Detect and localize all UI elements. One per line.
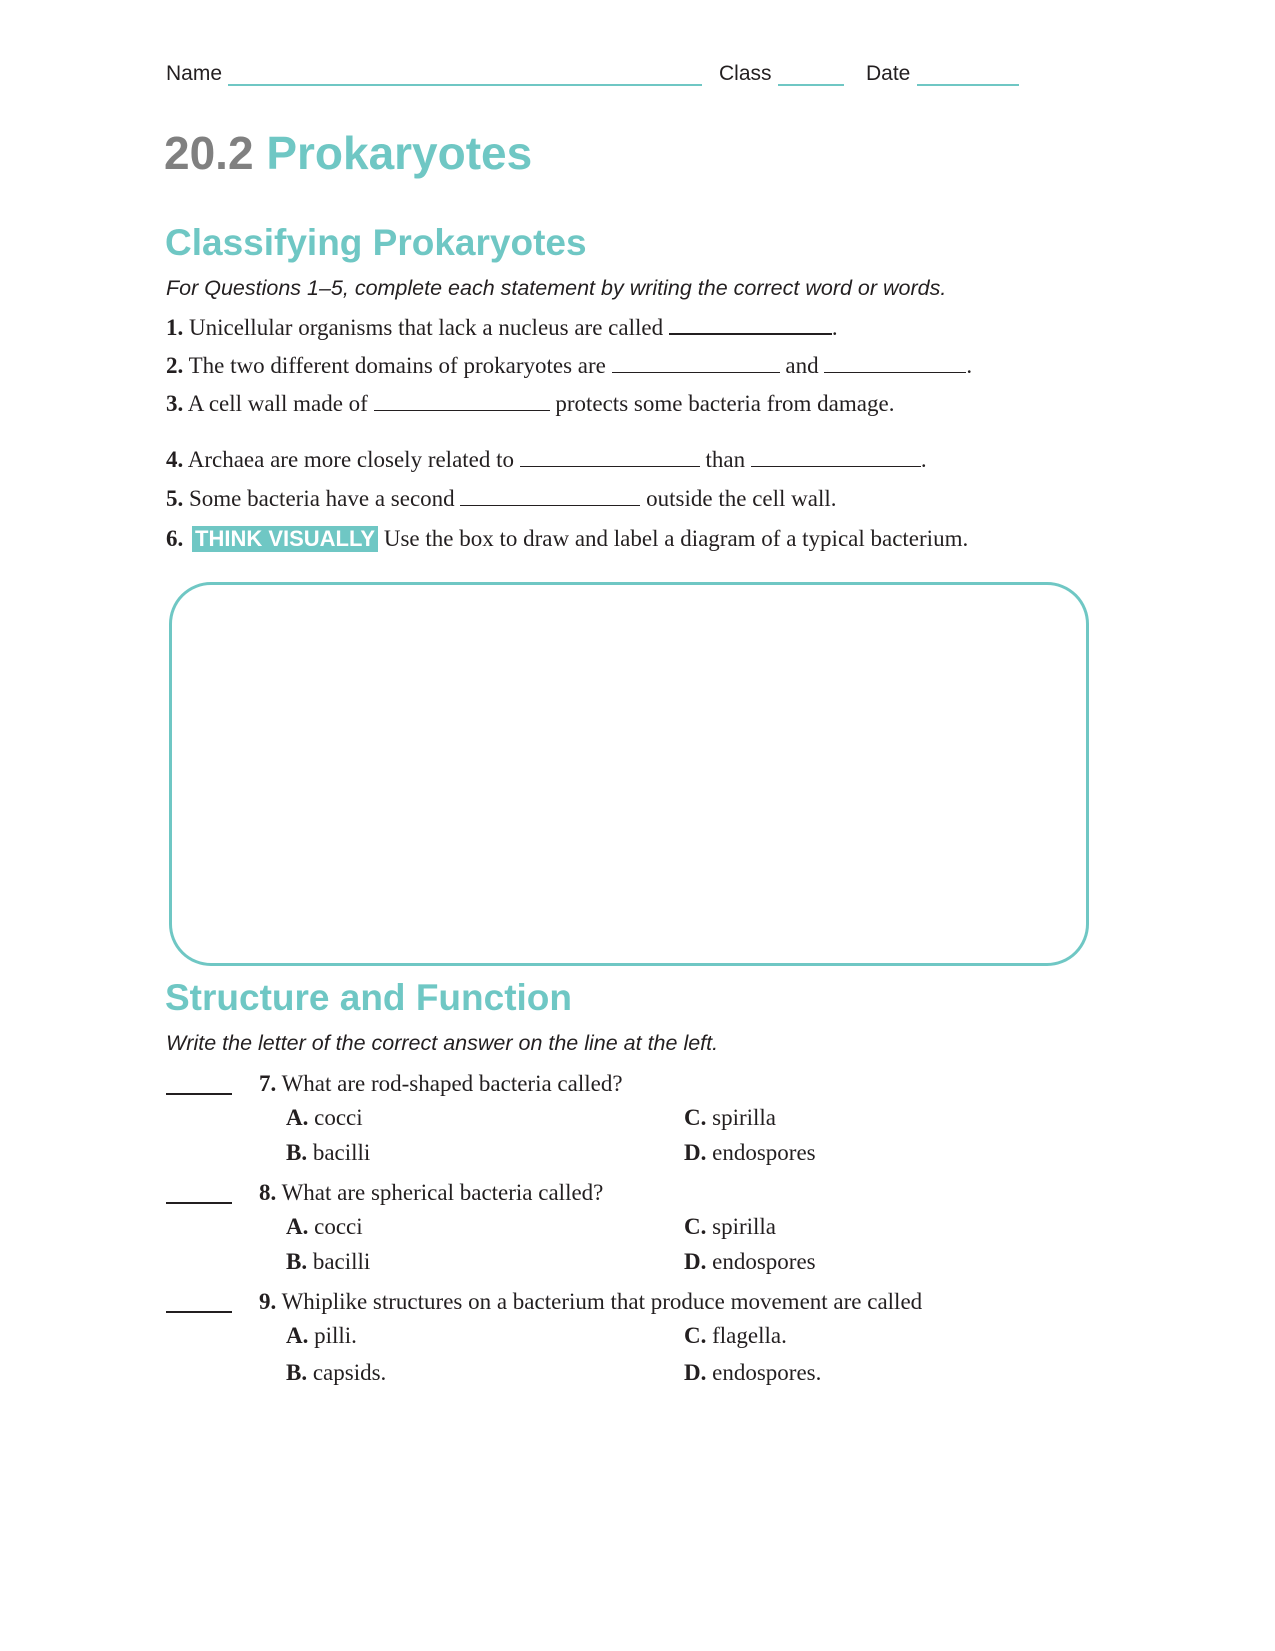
option-a[interactable]: [286, 1214, 363, 1240]
option-text: bacilli: [312, 1140, 371, 1165]
question-number: 2.: [166, 353, 184, 378]
answer-blank[interactable]: [824, 352, 966, 373]
option-letter: B.: [286, 1140, 308, 1165]
question-text: What are spherical bacteria called?: [281, 1180, 604, 1205]
question-text: Use the box to draw and label a diagram of a typical bacterium.: [383, 526, 969, 551]
option-text: endospores.: [712, 1360, 822, 1385]
option-d[interactable]: [684, 1360, 821, 1386]
answer-line-7[interactable]: [166, 1093, 232, 1095]
question-text: Archaea are more closely related to: [187, 447, 515, 472]
question-text: The two different domains of prokaryotes are: [188, 353, 606, 378]
option-letter: B.: [286, 1249, 308, 1274]
option-d[interactable]: [684, 1249, 816, 1275]
option-text: capsids.: [312, 1360, 387, 1385]
section2-instructions: Write the letter of the correct answer on the line at the left.: [166, 1031, 719, 1055]
question-end: .: [966, 353, 973, 378]
option-a[interactable]: [286, 1323, 357, 1349]
question-end: .: [920, 447, 927, 472]
option-text: endospores: [712, 1249, 816, 1274]
answer-blank[interactable]: [374, 390, 550, 411]
option-b[interactable]: [286, 1140, 370, 1166]
option-text: endospores: [712, 1140, 816, 1165]
answer-blank[interactable]: [520, 446, 700, 467]
name-field-line[interactable]: [228, 84, 702, 86]
question-6: [166, 525, 968, 553]
lesson-number: 20.2: [164, 127, 254, 179]
option-letter: D.: [684, 1140, 707, 1165]
answer-blank[interactable]: [612, 352, 780, 373]
option-c[interactable]: [684, 1214, 776, 1240]
option-letter: C.: [684, 1105, 707, 1130]
class-label: Class: [719, 62, 772, 85]
question-text: Unicellular organisms that lack a nucleus are called: [189, 315, 664, 340]
answer-blank[interactable]: [460, 485, 640, 506]
question-2: [166, 352, 972, 380]
answer-blank[interactable]: [669, 313, 832, 335]
date-field-line[interactable]: [917, 84, 1019, 86]
question-number: 4.: [166, 447, 184, 472]
section1-instructions: For Questions 1–5, complete each statement by writing the correct word or words.: [166, 276, 947, 300]
question-end: .: [831, 315, 838, 340]
question-8: [259, 1179, 603, 1207]
question-text: Whiplike structures on a bacterium that produce movement are called: [281, 1289, 923, 1314]
option-c[interactable]: [684, 1323, 787, 1349]
think-visually-badge: THINK VISUALLY: [192, 526, 378, 552]
option-letter: A.: [286, 1214, 309, 1239]
question-1: [166, 313, 838, 342]
question-number: 9.: [259, 1289, 277, 1314]
option-text: bacilli: [312, 1249, 371, 1274]
option-b[interactable]: [286, 1249, 370, 1275]
class-field-line[interactable]: [778, 84, 844, 86]
name-label: Name: [166, 62, 223, 85]
date-label: Date: [866, 62, 911, 85]
question-mid: and: [785, 353, 819, 378]
question-number: 1.: [166, 315, 184, 340]
question-number: 8.: [259, 1180, 277, 1205]
option-a[interactable]: [286, 1105, 363, 1131]
option-text: pilli.: [314, 1323, 357, 1348]
option-letter: D.: [684, 1360, 707, 1385]
option-text: flagella.: [712, 1323, 787, 1348]
answer-line-9[interactable]: [166, 1311, 232, 1313]
answer-blank[interactable]: [751, 446, 921, 467]
option-letter: A.: [286, 1323, 309, 1348]
question-7: [259, 1070, 623, 1098]
option-letter: B.: [286, 1360, 308, 1385]
question-number: 3.: [166, 391, 184, 416]
option-letter: C.: [684, 1214, 707, 1239]
drawing-box[interactable]: [169, 582, 1089, 966]
question-number: 6.: [166, 526, 184, 551]
option-letter: A.: [286, 1105, 309, 1130]
option-letter: C.: [684, 1323, 707, 1348]
question-mid: than: [705, 447, 746, 472]
question-end: outside the cell wall.: [646, 486, 837, 511]
question-4: [166, 446, 927, 474]
question-text: What are rod-shaped bacteria called?: [281, 1071, 623, 1096]
question-number: 7.: [259, 1071, 277, 1096]
option-b[interactable]: [286, 1360, 386, 1386]
section-heading-structure: Structure and Function: [165, 977, 572, 1018]
option-c[interactable]: [684, 1105, 776, 1131]
option-text: cocci: [314, 1214, 363, 1239]
question-end: protects some bacteria from damage.: [555, 391, 895, 416]
question-9: [259, 1288, 922, 1316]
question-text: Some bacteria have a second: [189, 486, 455, 511]
answer-line-8[interactable]: [166, 1202, 232, 1204]
option-text: spirilla: [712, 1214, 777, 1239]
lesson-title: [164, 126, 532, 180]
lesson-name: Prokaryotes: [266, 127, 533, 179]
question-3: [166, 390, 894, 418]
option-text: cocci: [314, 1105, 363, 1130]
option-letter: D.: [684, 1249, 707, 1274]
question-number: 5.: [166, 486, 184, 511]
option-d[interactable]: [684, 1140, 816, 1166]
question-5: [166, 485, 837, 513]
section-heading-classifying: Classifying Prokaryotes: [165, 222, 587, 263]
option-text: spirilla: [712, 1105, 777, 1130]
question-text: A cell wall made of: [187, 391, 368, 416]
